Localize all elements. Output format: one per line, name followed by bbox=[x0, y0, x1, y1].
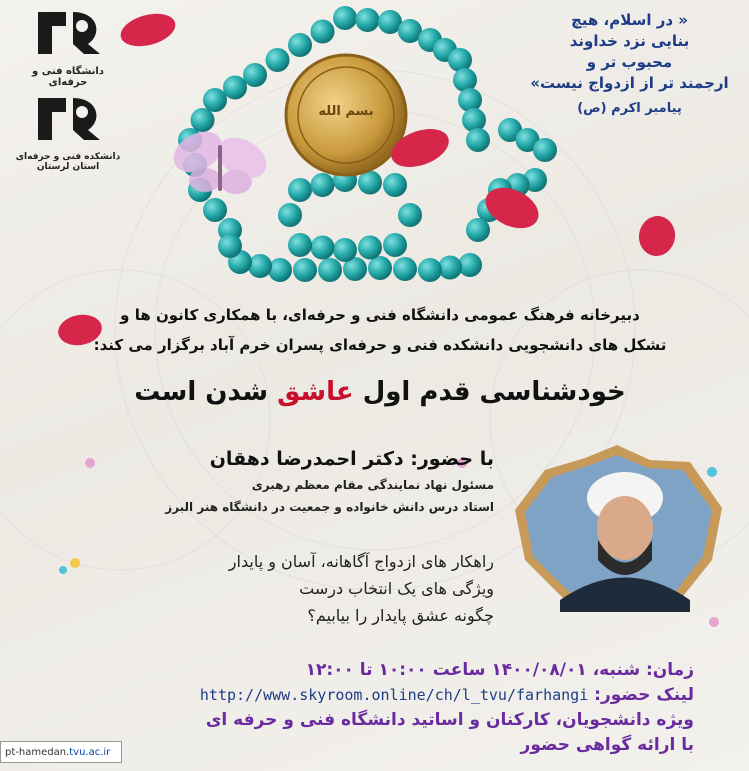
bead bbox=[243, 63, 267, 87]
bead bbox=[266, 48, 290, 72]
bead bbox=[383, 173, 407, 197]
bead bbox=[418, 258, 442, 282]
bead bbox=[311, 173, 335, 197]
bead bbox=[462, 108, 486, 132]
intro-line: تشکل های دانشجویی دانشکده فنی و حرفه‌ای پسران خرم آباد برگزار می کند: bbox=[93, 336, 667, 354]
bead bbox=[533, 138, 557, 162]
title-part: شدن است bbox=[134, 377, 278, 407]
bead bbox=[356, 8, 380, 32]
link-label: لینک حضور: bbox=[594, 685, 694, 705]
bead bbox=[203, 88, 227, 112]
bead bbox=[333, 6, 357, 30]
speaker-role: مسئول نهاد نمایندگی مقام معظم رهبری bbox=[251, 478, 494, 492]
event-details bbox=[44, 658, 694, 758]
quote-line: ارجمند تر از ازدواج نیست» bbox=[530, 74, 729, 92]
title-accent: عاشق bbox=[277, 377, 354, 407]
bead bbox=[383, 233, 407, 257]
speaker-name: با حضور: دکتر احمدرضا دهقان bbox=[209, 448, 494, 470]
tvu-emblem-icon bbox=[18, 4, 118, 62]
site-watermark bbox=[0, 741, 122, 763]
bead bbox=[318, 258, 342, 282]
speaker-block bbox=[34, 448, 494, 514]
topic-item: چگونه عشق پایدار را بیابیم؟ bbox=[307, 606, 494, 625]
bead bbox=[311, 236, 335, 260]
bead bbox=[248, 254, 272, 278]
intro-line: دبیرخانه فرهنگ عمومی دانشگاه فنی و حرفه‌ای، با همکاری کانون ها و bbox=[120, 306, 640, 324]
quote-line: « در اسلام، هیچ bbox=[571, 11, 688, 29]
event-title bbox=[100, 377, 660, 407]
university-logo bbox=[18, 4, 118, 86]
bead bbox=[358, 236, 382, 260]
topic-item: راهکار های ازدواج آگاهانه، آسان و پایدار bbox=[228, 552, 494, 571]
bead bbox=[311, 20, 335, 44]
coin-inscription: بسم الله bbox=[318, 104, 374, 119]
site-prefix: pt-hamedan. bbox=[5, 747, 70, 758]
bead bbox=[398, 203, 422, 227]
bead bbox=[368, 256, 392, 280]
bead bbox=[268, 258, 292, 282]
faculty-logo bbox=[8, 92, 128, 172]
quote-source: پیامبر اکرم (ص) bbox=[577, 101, 682, 116]
tvu-emblem-icon bbox=[8, 92, 128, 148]
logo-caption: دانشکده فنی و حرفه‌ای استان لرستان bbox=[15, 152, 121, 172]
quote-line: محبوب تر و bbox=[586, 53, 673, 71]
bead bbox=[458, 88, 482, 112]
topic-item: ویژگی های یک انتخاب درست bbox=[299, 579, 494, 598]
prophet-quote bbox=[522, 10, 737, 119]
bead bbox=[278, 203, 302, 227]
bead bbox=[293, 258, 317, 282]
event-link[interactable]: http://www.skyroom.online/ch/l_tvu/farhangi bbox=[199, 686, 589, 704]
bead bbox=[203, 198, 227, 222]
bead bbox=[191, 108, 215, 132]
bead bbox=[288, 33, 312, 57]
link-row bbox=[44, 683, 694, 708]
bead bbox=[218, 234, 242, 258]
quote-line: بنایی نزد خداوند bbox=[569, 32, 690, 50]
audience: ویژه دانشجویان، کارکنان و اساتید دانشگاه فنی و حرفه ای bbox=[205, 710, 694, 730]
bead bbox=[223, 76, 247, 100]
bead bbox=[288, 233, 312, 257]
bead bbox=[448, 48, 472, 72]
bead bbox=[466, 218, 490, 242]
topic-list bbox=[54, 548, 494, 629]
site-domain: tvu.ac.ir bbox=[69, 747, 111, 758]
certificate-note: با ارائه گواهی حضور bbox=[520, 735, 694, 755]
logo-caption: دانشگاه فنی و حرفه‌ای bbox=[32, 66, 104, 88]
bead bbox=[333, 238, 357, 262]
bead bbox=[453, 68, 477, 92]
bead bbox=[466, 128, 490, 152]
title-part: خودشناسی قدم اول bbox=[353, 377, 626, 407]
bead bbox=[288, 178, 312, 202]
event-time: زمان: شنبه، ۱۴۰۰/۰۸/۰۱ ساعت ۱۰:۰۰ تا ۱۲:۰۰ bbox=[305, 660, 694, 680]
bead bbox=[393, 257, 417, 281]
speaker-role: استاد درس دانش خانواده و جمعیت در دانشگاه هنر البرز bbox=[165, 500, 494, 514]
